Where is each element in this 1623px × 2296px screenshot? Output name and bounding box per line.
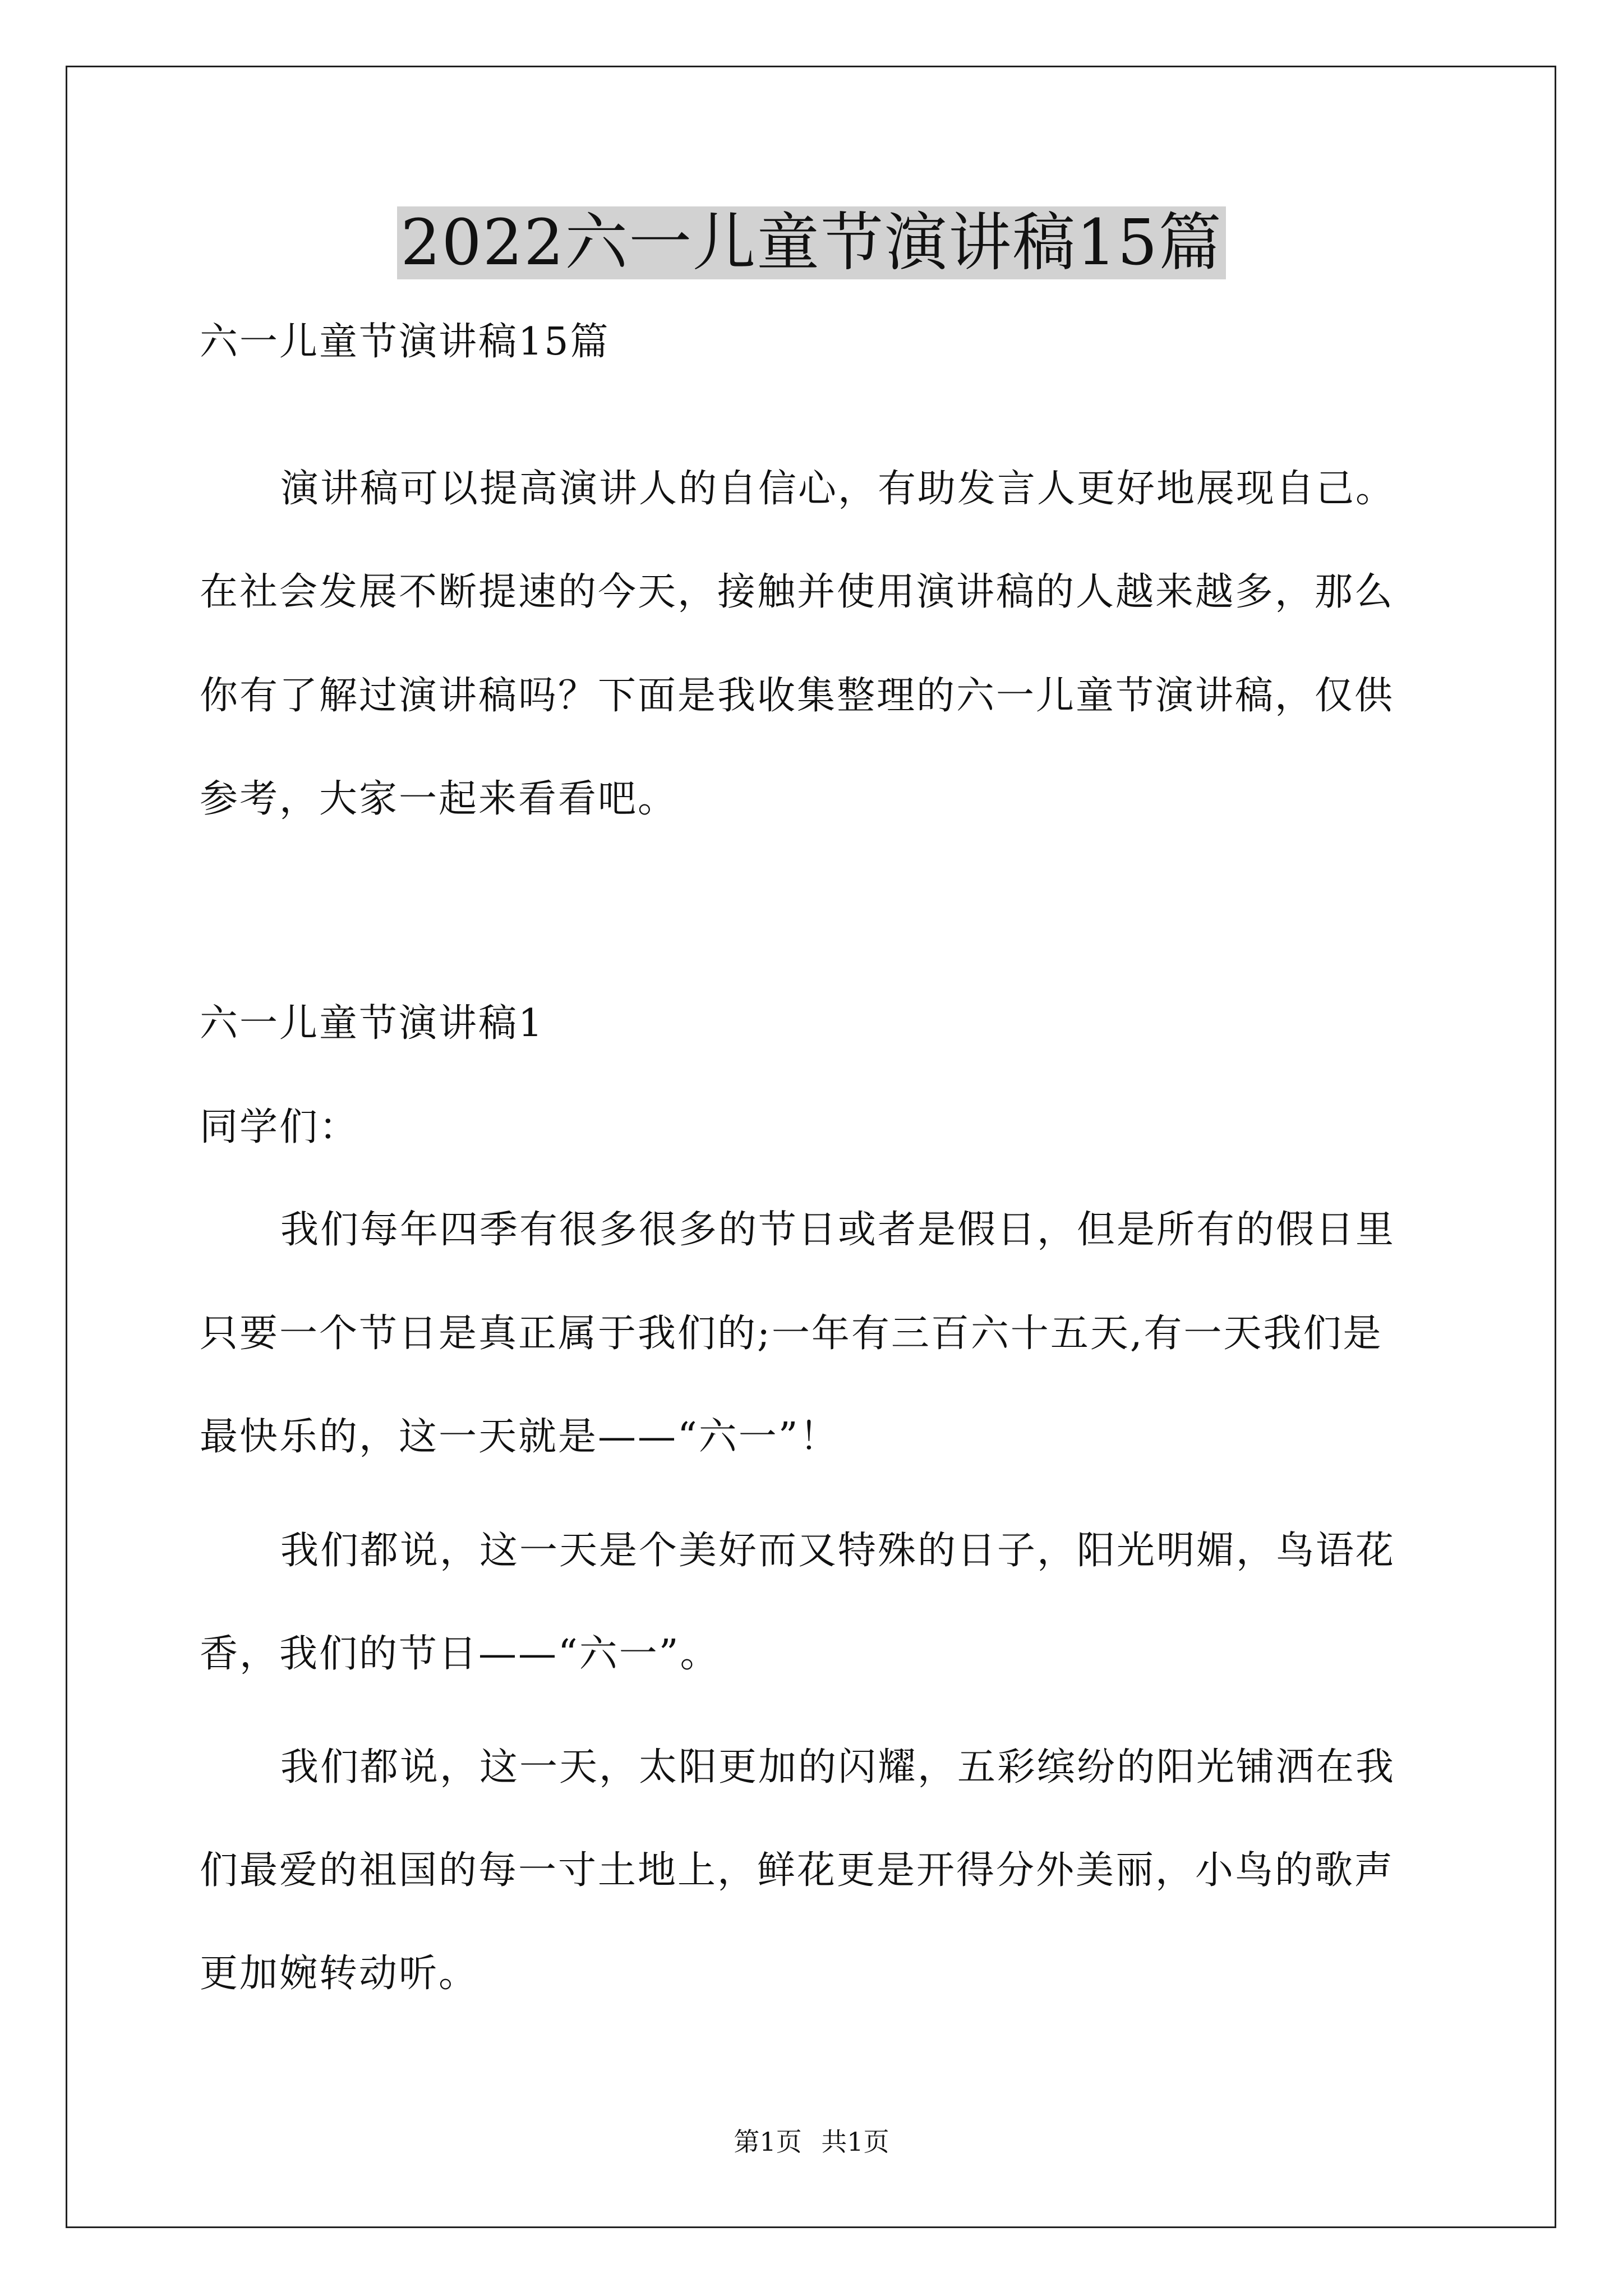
intro-line: 参考，大家一起来看看吧。	[200, 777, 678, 821]
document-title-text: 2022六一儿童节演讲稿15篇	[397, 206, 1226, 279]
paragraph-line: 我们都说，这一天，太阳更加的闪耀，五彩缤纷的阳光铺洒在我	[280, 1745, 1396, 1789]
intro-line: 在社会发展不断提速的今天，接触并使用演讲稿的人越来越多，那么	[200, 570, 1395, 614]
page-number: 第1页 共1页	[734, 2127, 889, 2157]
paragraph-line: 我们都说，这一天是个美好而又特殊的日子，阳光明媚，鸟语花	[280, 1529, 1396, 1573]
paragraph-line: 香，我们的节日——“六一”。	[200, 1632, 720, 1676]
paragraph-line: 我们每年四季有很多很多的节日或者是假日，但是所有的假日里	[280, 1208, 1396, 1252]
paragraph-line: 最快乐的，这一天就是——“六一”！	[200, 1415, 840, 1459]
document-title	[0, 201, 1623, 285]
intro-line: 演讲稿可以提高演讲人的自信心，有助发言人更好地展现自己。	[280, 467, 1396, 511]
paragraph-line: 们最爱的祖国的每一寸土地上，鲜花更是开得分外美丽，小鸟的歌声	[200, 1848, 1395, 1893]
subtitle: 六一儿童节演讲稿15篇	[200, 320, 610, 364]
greeting: 同学们：	[200, 1105, 359, 1149]
paragraph-line: 只要一个节日是真正属于我们的;一年有三百六十五天,有一天我们是	[200, 1312, 1383, 1356]
section-heading: 六一儿童节演讲稿1	[200, 1001, 545, 1046]
intro-line: 你有了解过演讲稿吗？下面是我收集整理的六一儿童节演讲稿，仅供	[200, 674, 1395, 718]
paragraph-line: 更加婉转动听。	[200, 1952, 479, 1996]
